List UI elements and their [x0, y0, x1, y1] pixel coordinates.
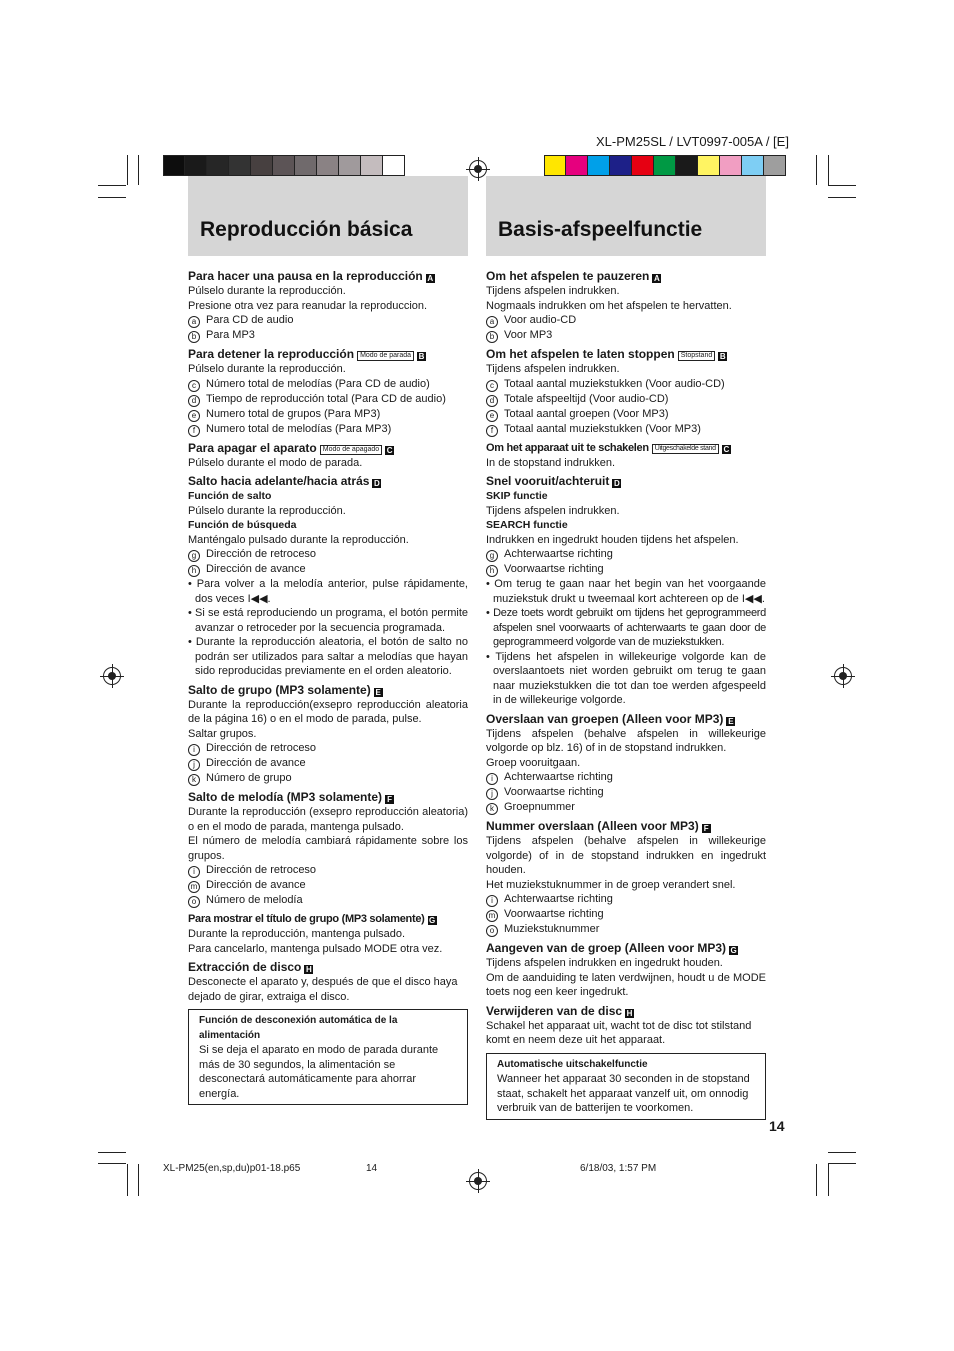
section-title: Om het afspelen te pauzeren A — [486, 269, 660, 283]
color-swatch — [698, 155, 720, 176]
color-swatch — [273, 155, 295, 176]
footer-file: XL-PM25(en,sp,du)p01-18.p65 — [163, 1163, 301, 1174]
color-swatch — [229, 155, 251, 176]
color-swatch — [566, 155, 588, 176]
section-title: Para apagar el aparato Modo de apagado C — [188, 440, 393, 455]
registration-mark-icon — [834, 667, 852, 685]
color-swatch — [720, 155, 742, 176]
section-title: Om het apparaat uit te schakelen Uitgeschakelde stand C — [486, 441, 729, 454]
section-title: Para detener la reproducción Modo de parada B — [188, 347, 425, 361]
footer-page: 14 — [366, 1163, 378, 1174]
registration-mark-icon — [103, 667, 121, 685]
color-swatch — [317, 155, 339, 176]
color-swatch — [361, 155, 383, 176]
color-swatch — [544, 155, 566, 176]
section-title: Extracción de disco H — [188, 960, 312, 974]
color-swatch — [742, 155, 764, 176]
section-title: Para mostrar el título de grupo (MP3 solamente) G — [188, 913, 435, 925]
color-swatch — [383, 155, 405, 176]
color-swatch — [588, 155, 610, 176]
registration-mark-icon — [469, 1172, 487, 1190]
section-title: Salto hacia adelante/hacia atrás D — [188, 474, 380, 488]
model-code: XL-PM25SL / LVT0997-005A / [E] — [596, 134, 789, 149]
color-swatch — [632, 155, 654, 176]
section-title: Nummer overslaan (Alleen voor MP3) F — [486, 819, 766, 834]
section-title: Overslaan van groepen (Alleen voor MP3) E — [486, 711, 734, 726]
color-swatch — [676, 155, 698, 176]
color-swatch — [251, 155, 273, 176]
color-swatch — [163, 155, 185, 176]
footer-date: 6/18/03, 1:57 PM — [580, 1163, 657, 1174]
column-dutch: Om het afspelen te pauzeren A Tijdens afspelen indrukken. Nogmaals indrukken om het afspelen te hervatten. a Voor audio-CD b Voor MP3 Om het afspelen te laten stoppen Stopstand B Tijdens afspelen indrukken. c Totaal aantal muziekstukken (Voor audio-CD) d Totale afspeeltijd (Voor audio-CD) e Totaal aantal groepen (Voor MP3) f Totaal aantal muziekstukken (Voor MP3) Om het apparaat uit te schakelen Uitgeschakelde stand C In de stopstand indrukken. Snel vooruit/achteruit D SKIP functie Tijdens afspelen indrukken. SEARCH functie Indrukken en ingedrukt houden tijdens het afspelen. g Achterwaartse richting h Voorwaartse richting • Om terug te gaan naar het begin van het voorgaande muziekstuk drukt u tweemaal kort achtereen op de I◀◀. • Deze toets wordt gebruikt om tijdens het geprogrammeerd afspelen snel voorwaarts of achterwaarts te gaan door de geprogrammeerd volgorde van de muziekstukken. • Tijdens het afspelen in willekeurige volgorde kan de overslaantoets niet worden gebruikt om terug te gaan naar muziekstukken die tot dan toe werden afgespeeld in de willekeurige volgorde. Overslaan van groepen (Alleen voor MP3) E Tijdens afspelen (behalve afspelen in willekeurige volgorde op blz. 16) of in de stopstand indrukken. Groep vooruitgaan. i Achterwaartse richting j Voorwaartse richting k Groepnummer Nummer overslaan (Alleen voor MP3) F Tijdens afspelen (behalve afspelen in willekeurige volgorde) of in de stopstand indrukken en ingedrukt houden. Het muziekstuknummer in de groep verandert snel. i Achterwaartse richting m Voorwaartse richting o Muziekstuknummer Aangeven van de groep (Alleen voor MP3) G Tijdens afspelen indrukken en ingedrukt houden. Om de aanduiding te laten verdwijnen, houdt u de MODE toets nog een keer ingedrukt. Verwijderen van de disc H Schakel het apparaat uit, wacht tot de disc tot stilstand komt en neem deze uit het apparaat. Automatische uitschakelfunctie Wanneer het apparaat 30 seconden in de stopstand staat, schakelt het apparaat vanzelf uit, om onnodig verbruik van de batterijen te voorkomen. — [486, 265, 766, 1120]
color-swatch — [339, 155, 361, 176]
color-swatch — [295, 155, 317, 176]
note-box: Automatische uitschakelfunctie Wanneer het apparaat 30 seconden in de stopstand staat, schakelt het apparaat vanzelf uit, om onnodig verbruik van de batterijen te voorkomen. — [486, 1053, 766, 1120]
color-swatch — [185, 155, 207, 176]
section-title: Salto de grupo (MP3 solamente) E — [188, 682, 381, 697]
color-bar-left — [163, 155, 405, 176]
page-title-spanish: Reproducción básica — [200, 218, 413, 241]
registration-mark-icon — [469, 160, 487, 178]
page-title-dutch: Basis-afspeelfunctie — [498, 218, 703, 241]
title-box-right — [486, 176, 766, 256]
section-title: Verwijderen van de disc H — [486, 1003, 633, 1018]
section-title: Aangeven van de groep (Alleen voor MP3) G — [486, 941, 737, 955]
note-box: Función de desconexión automática de la alimentación Si se deja el aparato en modo de parada durante más de 30 segundos, la alimentación se desconectará automáticamente para ahorrar energía. — [188, 1009, 468, 1105]
color-swatch — [654, 155, 676, 176]
title-box-left — [188, 176, 468, 256]
column-spanish: Para hacer una pausa en la reproducción A Púlselo durante la reproducción. Presione otra vez para reanudar la reproduccion. a Para CD de audio b Para MP3 Para detener la reproducción Modo de parada B Púlselo durante la reproducción. c Número total de melodías (Para CD de audio) d Tiempo de reproducción total (Para CD de audio) e Numero total de grupos (Para MP3) f Numero total de melodías (Para MP3) Para apagar el aparato Modo de apagado C Púlselo durante el modo de parada. Salto hacia adelante/hacia atrás D Función de salto Púlselo durante la reproducción. Función de búsqueda Manténgalo pulsado durante la reproducción. g Dirección de retroceso h Dirección de avance • Para volver a la melodía anterior, pulse rápidamente, dos veces I◀◀. • Si se está reproduciendo un programa, el botón permite avanzar o retroceder por la secuencia programada. • Durante la reproducción aleatoria, el botón de salto no podrán ser utilizados para saltar a melodías que hayan sido reproducidas previamente en el orden aleatorio. Salto de grupo (MP3 solamente) E Durante la reproducción(exsepro reproducción aleatoria de la página 16) o en el modo de parada, pulse. Saltar grupos. i Dirección de retroceso j Dirección de avance k Número de grupo Salto de melodía (MP3 solamente) F Durante la reproducción (exsepro reproducción aleatoria) o en el modo de parada, mantenga pulsado. El número de melodía cambiará rápidamente sobre los grupos. i Dirección de retroceso m Dirección de avance o Número de melodía Para mostrar el título de grupo (MP3 solamente) G Durante la reproducción, mantenga pulsado. Para cancelarlo, mantenga pulsado MODE otra vez. Extracción de disco H Desconecte el aparato y, después de que el disco haya dejado de girar, extraiga el disco. Función de desconexión automática de la alimentación Si se deja el aparato en modo de parada durante más de 30 segundos, la alimentación se desconectará automáticamente para ahorrar energía. — [188, 265, 468, 1105]
section-title: Salto de melodía (MP3 solamente) F — [188, 790, 468, 805]
color-swatch — [764, 155, 786, 176]
section-title: Om het afspelen te laten stoppen Stopstand B — [486, 347, 726, 361]
color-swatch — [207, 155, 229, 176]
page-number: 14 — [769, 1118, 785, 1134]
color-bar-right — [544, 155, 786, 176]
section-title: Snel vooruit/achteruit D — [486, 474, 620, 488]
section-title: Para hacer una pausa en la reproducción A — [188, 269, 434, 283]
color-swatch — [610, 155, 632, 176]
